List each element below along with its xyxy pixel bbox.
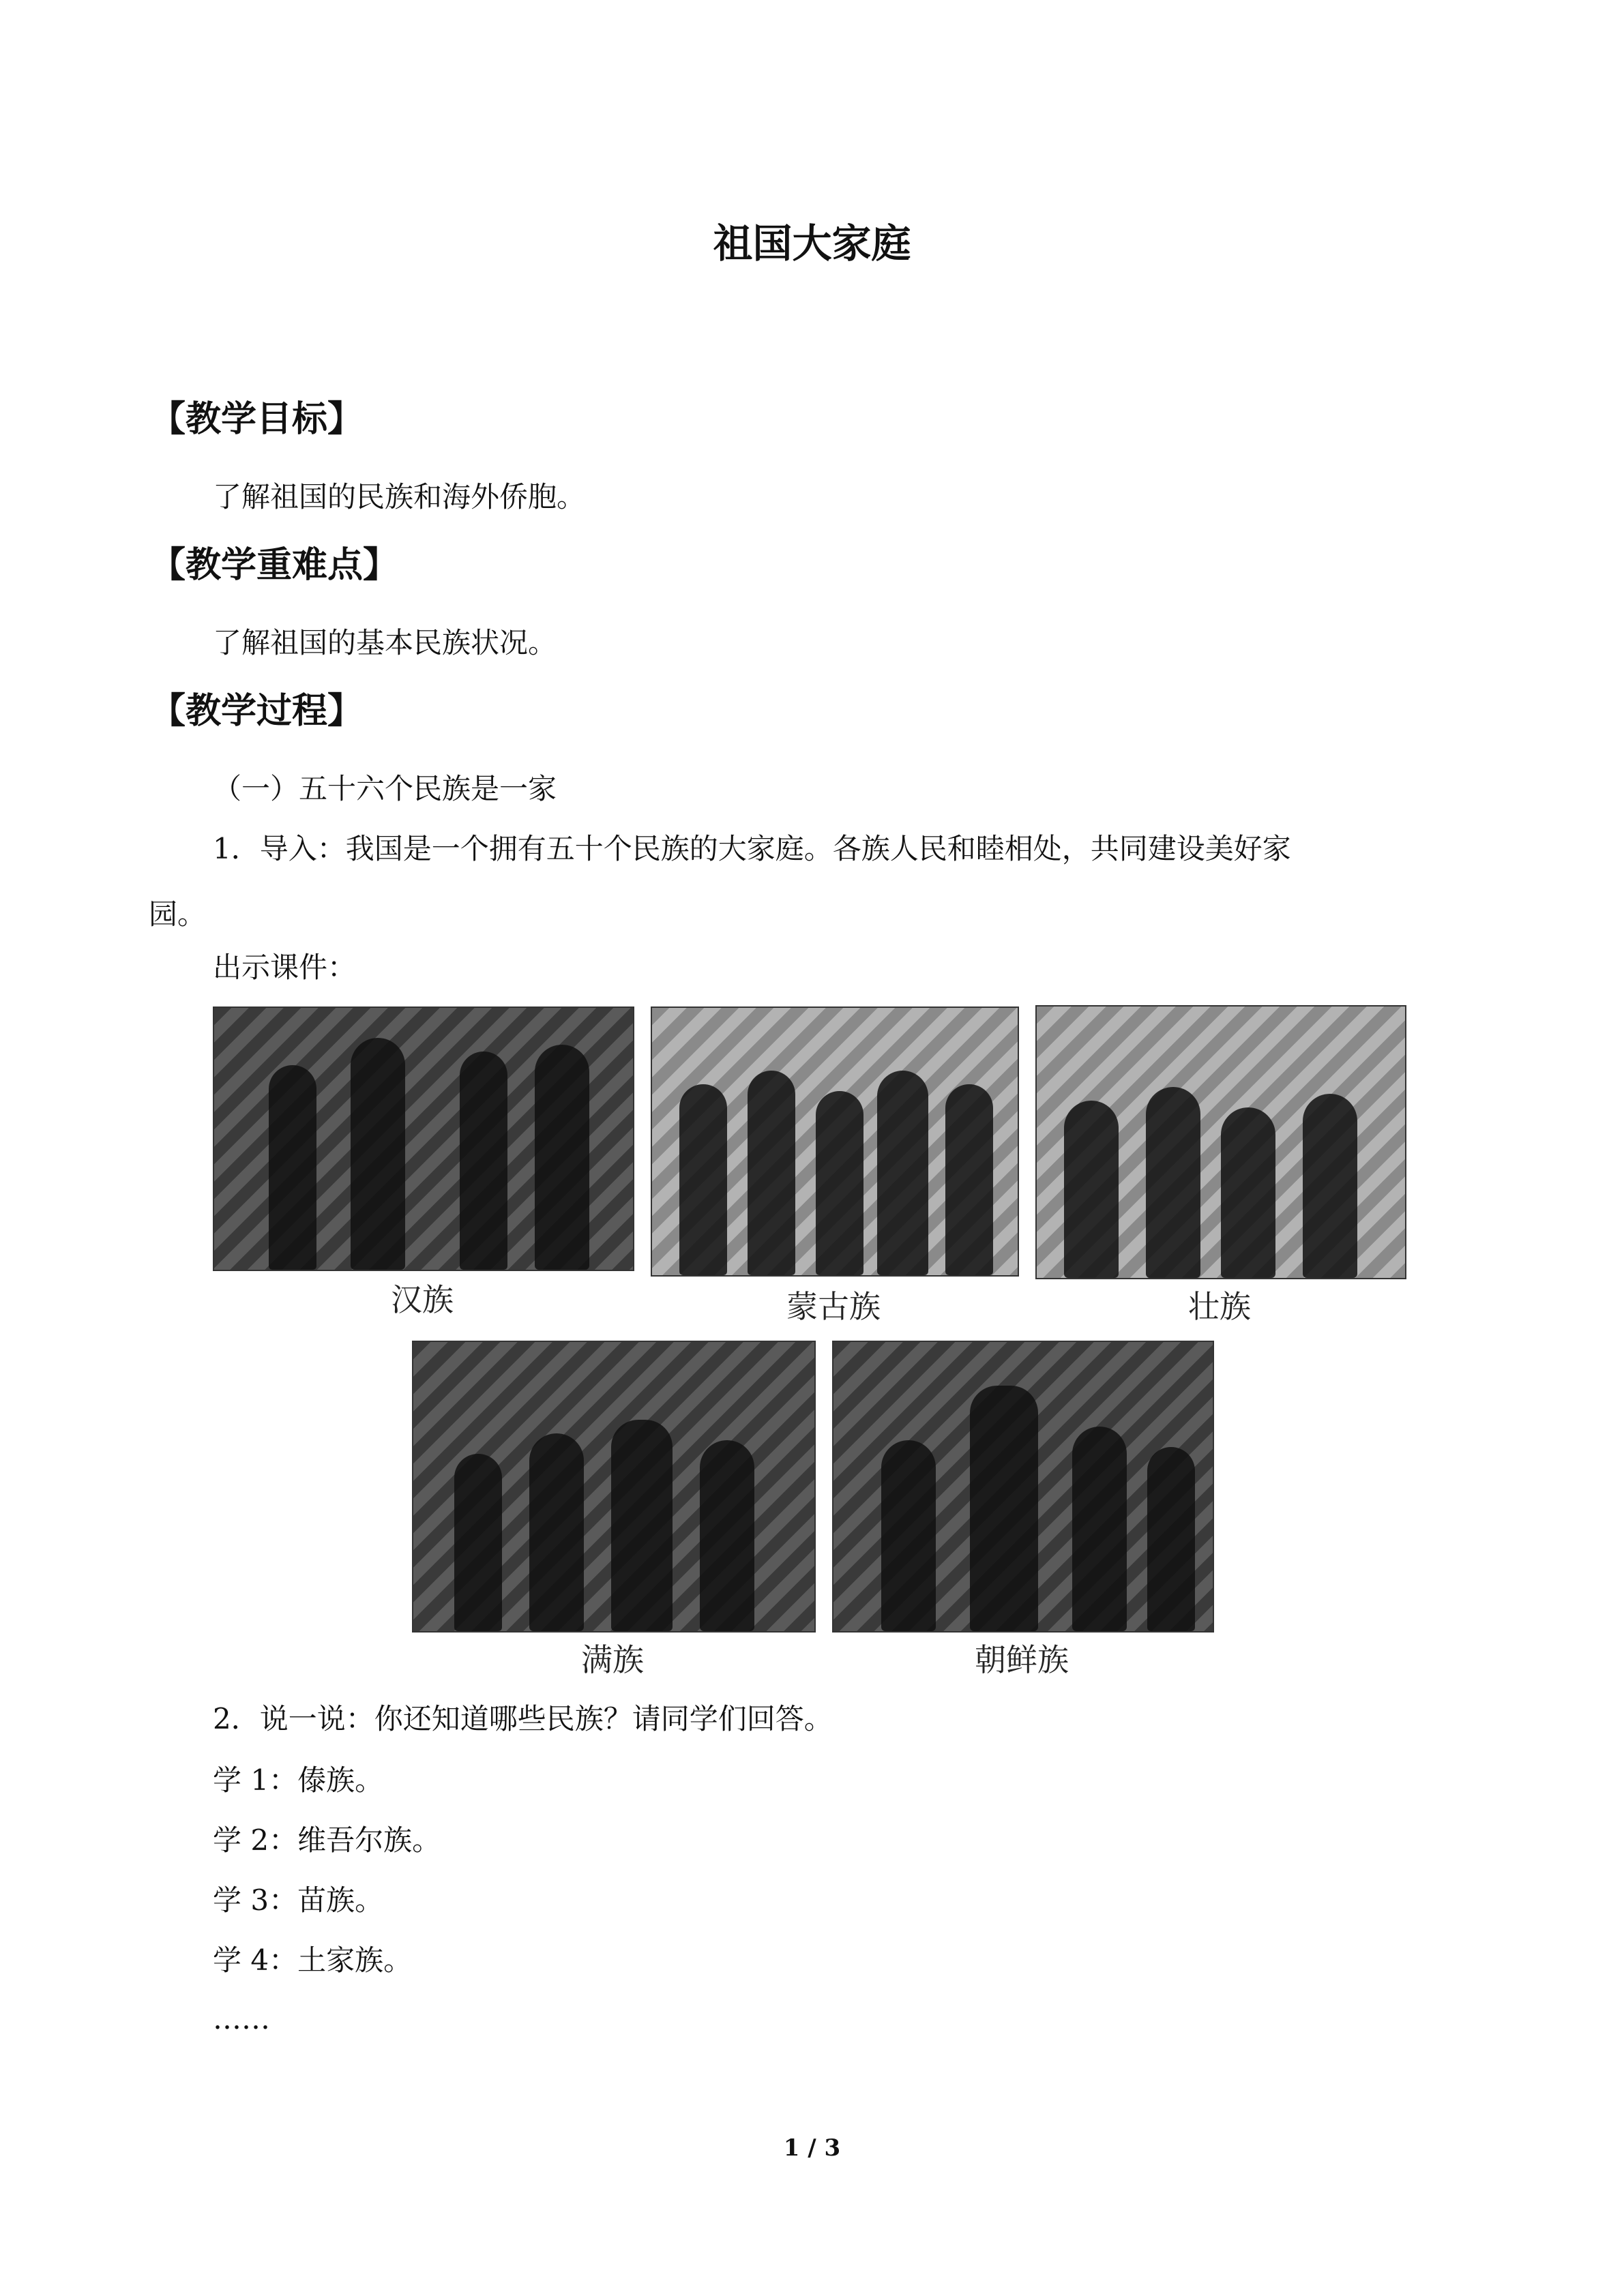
goal-text: 了解祖国的民族和海外侨胞。 [213,480,586,513]
answer-1: 学 1：傣族。 [213,1763,384,1797]
caption-manchu: 满族 [581,1641,644,1678]
step1-line1: 1．导入：我国是一个拥有五十个民族的大家庭。各族人民和睦相处，共同建设美好家 [213,832,1291,865]
caption-han: 汉族 [391,1281,454,1318]
step2-text: 2．说一说：你还知道哪些民族？请同学们回答。 [213,1702,833,1735]
process-subheading: （一）五十六个民族是一家 [213,772,557,805]
photo-mongol [651,1007,1019,1277]
page-number: 1 / 3 [783,2134,841,2162]
page-title: 祖国大家庭 [713,220,911,267]
section-heading-goal: 【教学目标】 [150,398,364,440]
photo-han [213,1007,634,1271]
photo-zhuang [1035,1005,1406,1279]
answer-2: 学 2：维吾尔族。 [213,1823,441,1857]
photo-korean [832,1341,1214,1632]
caption-zhuang: 壮族 [1188,1288,1251,1325]
answer-4: 学 4：土家族。 [213,1943,413,1977]
answer-3: 学 3：苗族。 [213,1883,384,1917]
caption-korean: 朝鲜族 [975,1641,1069,1678]
courseware-label: 出示课件： [213,951,357,984]
section-heading-key: 【教学重难点】 [150,544,399,586]
section-heading-process: 【教学过程】 [150,690,364,732]
step1-line2: 园。 [149,897,207,931]
key-text: 了解祖国的基本民族状况。 [213,626,557,659]
photo-manchu [412,1341,816,1632]
caption-mongol: 蒙古族 [786,1288,881,1325]
ellipsis: …… [213,2002,270,2036]
